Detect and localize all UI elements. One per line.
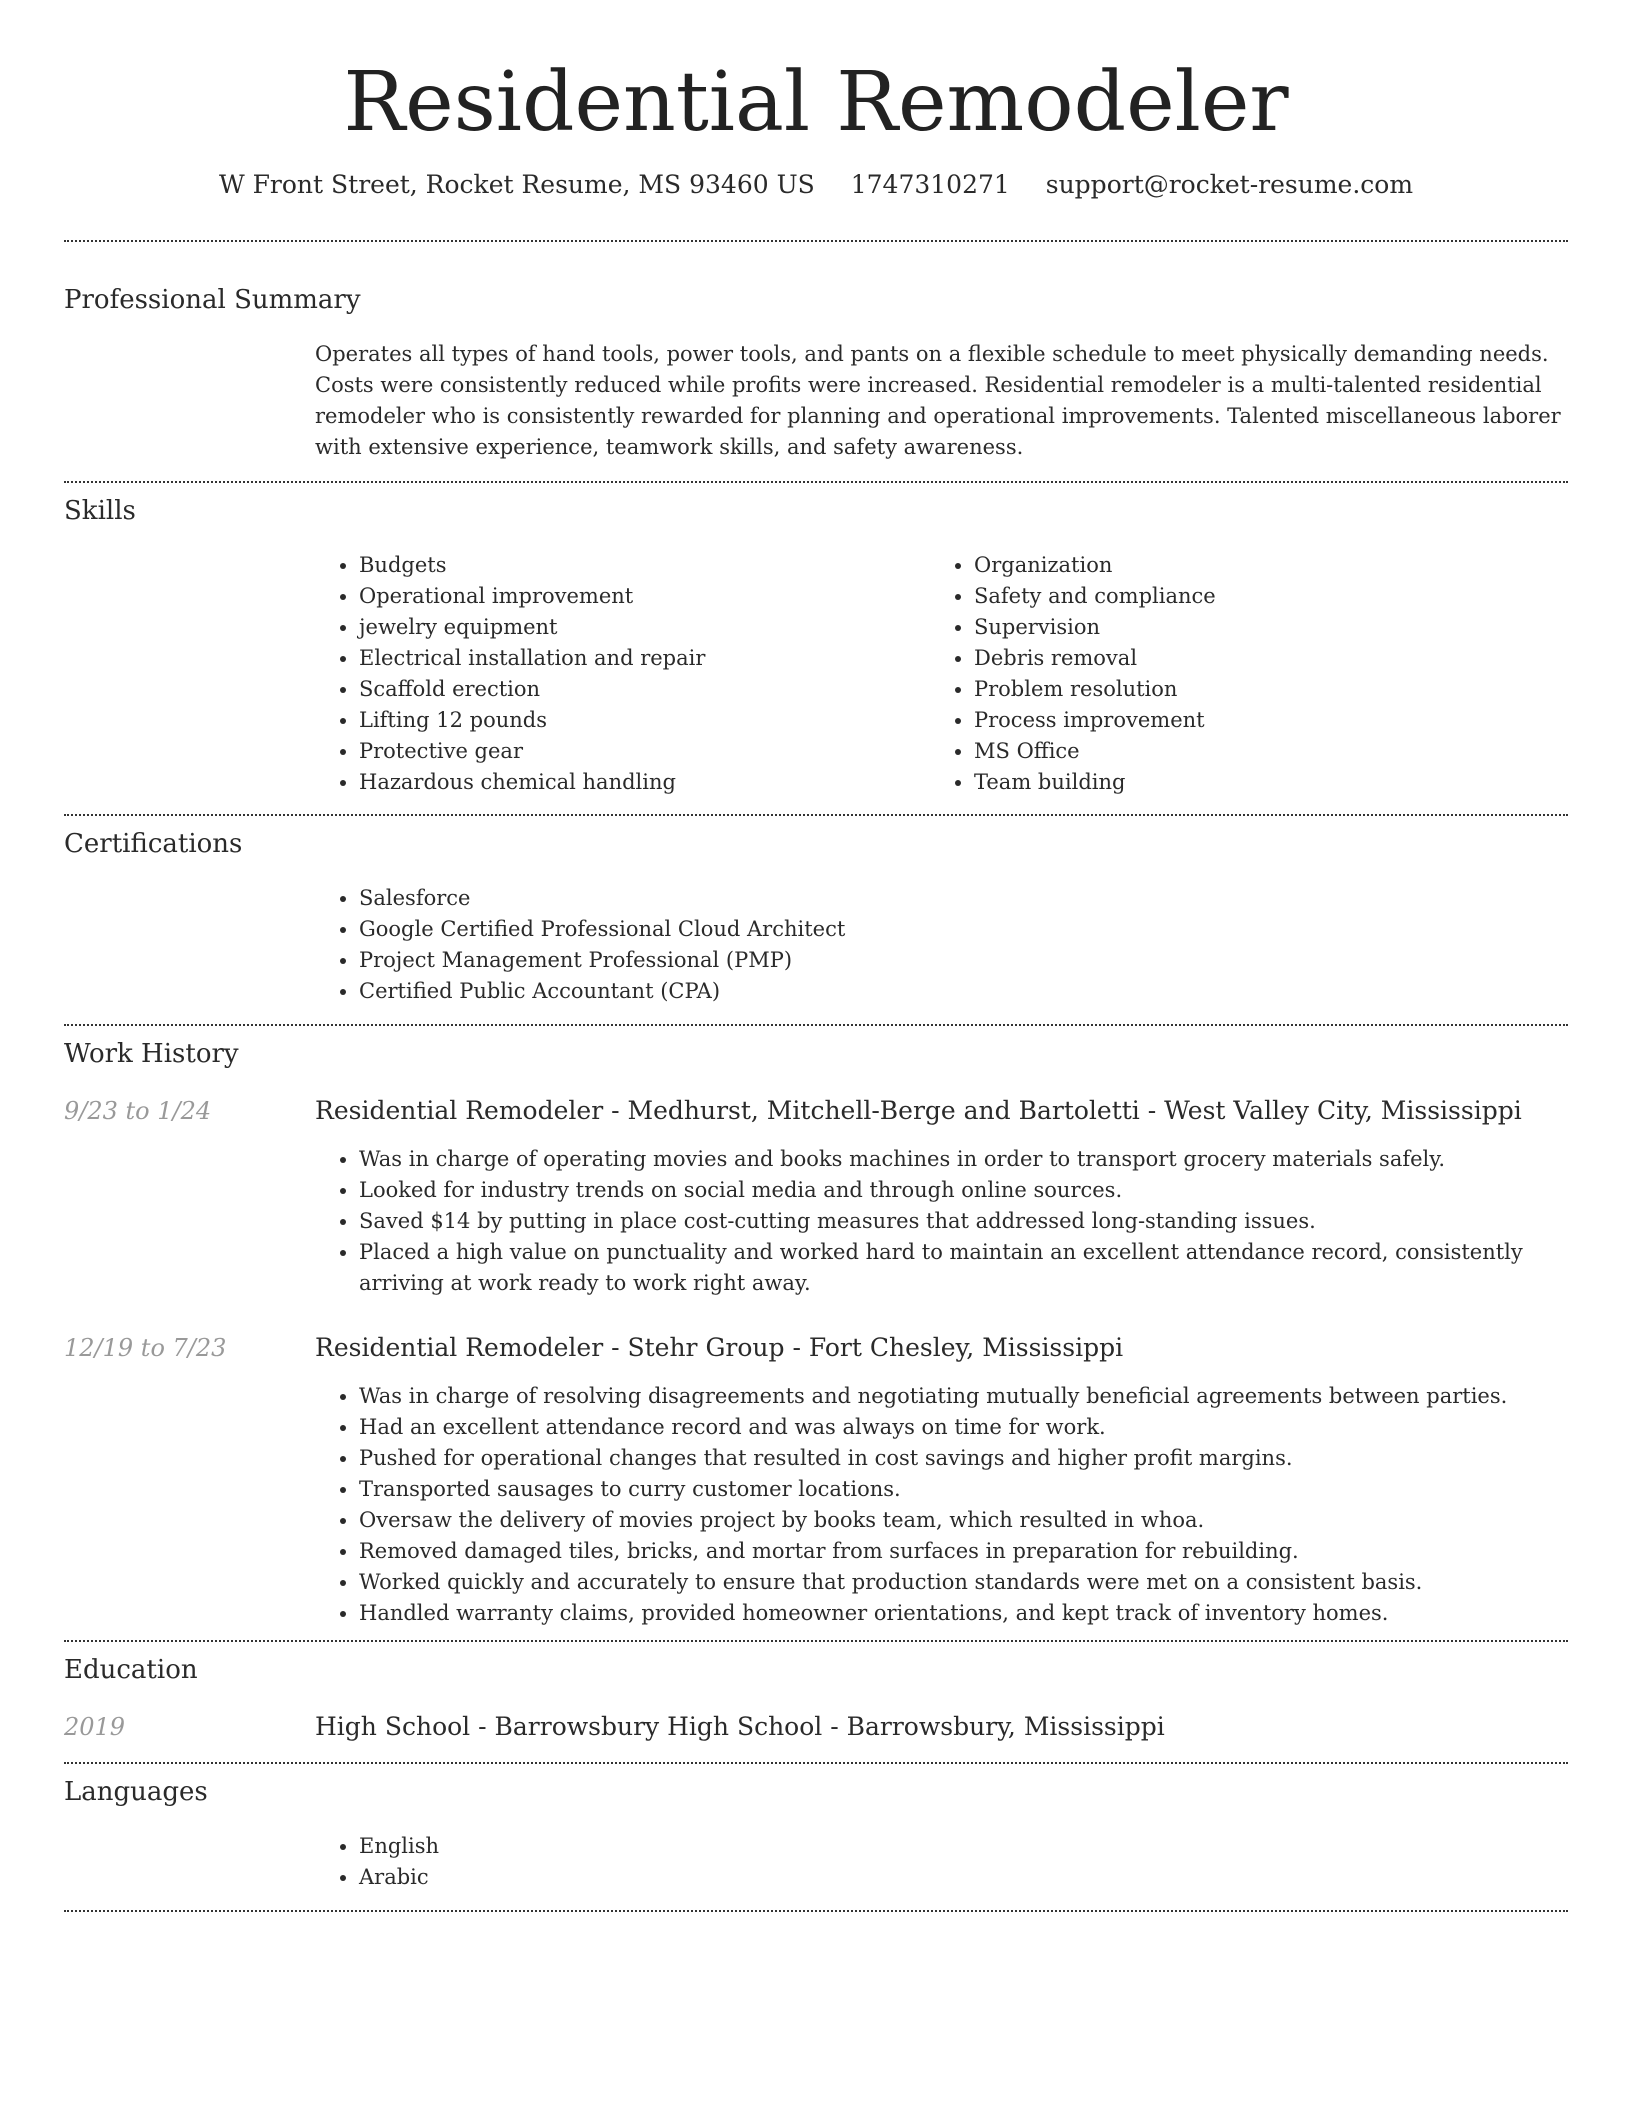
list-item: • Organization	[974, 550, 1534, 581]
list-item: • Lifting 12 pounds	[359, 705, 919, 736]
section-heading-skills: Skills	[64, 496, 136, 526]
list-item: • Team building	[974, 767, 1534, 798]
job-bullets	[315, 1144, 1568, 1299]
section-heading-certifications: Certifications	[64, 829, 243, 859]
list-item: • Project Management Professional (PMP)	[359, 945, 1612, 976]
contact-phone: 1747310271	[850, 170, 1010, 199]
section-divider	[64, 481, 1568, 483]
certifications-list	[315, 883, 1612, 1007]
section-divider	[64, 240, 1568, 242]
list-item: • Process improvement	[974, 705, 1534, 736]
contact-line	[64, 168, 1568, 202]
languages-list	[315, 1831, 1612, 1893]
skills-list-left	[315, 550, 919, 798]
list-item: • MS Office	[974, 736, 1534, 767]
list-item: • Pushed for operational changes that resulted in cost savings and higher profit margins.	[359, 1443, 1568, 1474]
list-item: • Certified Public Accountant (CPA)	[359, 976, 1612, 1007]
list-item: • Supervision	[974, 612, 1534, 643]
list-item: • Salesforce	[359, 883, 1612, 914]
section-heading-work-history: Work History	[64, 1039, 239, 1069]
list-item: • Placed a high value on punctuality and worked hard to maintain an excellent attendance record, consistently arriving at work ready to work right away.	[359, 1237, 1568, 1299]
list-item: • Was in charge of operating movies and books machines in order to transport grocery materials safely.	[359, 1144, 1568, 1175]
summary-paragraph: Operates all types of hand tools, power tools, and pants on a flexible schedule to meet physically demanding needs. Costs were consistently reduced while profits were increased. Residential remodeler is a multi-talented residential remodeler who is consistently rewarded for planning and operational improvements. Talented miscellaneous laborer with extensive experience, teamwork skills, and safety awareness.	[315, 342, 1561, 459]
list-item: • Google Certified Professional Cloud Architect	[359, 914, 1612, 945]
list-item: • Operational improvement	[359, 581, 919, 612]
list-item: • Looked for industry trends on social media and through online sources.	[359, 1175, 1568, 1206]
list-item: • Removed damaged tiles, bricks, and mortar from surfaces in preparation for rebuilding.	[359, 1536, 1568, 1567]
contact-address: W Front Street, Rocket Resume, MS 93460 US	[218, 170, 815, 199]
list-item: • Protective gear	[359, 736, 919, 767]
job-dates: 12/19 to 7/23	[64, 1334, 227, 1362]
section-divider	[64, 1762, 1568, 1764]
contact-email: support@rocket-resume.com	[1045, 170, 1414, 199]
list-item: • Scaffold erection	[359, 674, 919, 705]
list-item: • Handled warranty claims, provided homeowner orientations, and kept track of inventory homes.	[359, 1598, 1568, 1629]
section-divider	[64, 814, 1568, 816]
list-item: • Problem resolution	[974, 674, 1534, 705]
section-divider	[64, 1640, 1568, 1642]
skills-list-right	[930, 550, 1534, 798]
section-heading-education: Education	[64, 1655, 198, 1685]
list-item: • Hazardous chemical handling	[359, 767, 919, 798]
education-title: High School - Barrowsbury High School - Barrowsbury, Mississippi	[315, 1712, 1165, 1741]
section-heading-summary: Professional Summary	[64, 285, 361, 315]
list-item: • jewelry equipment	[359, 612, 919, 643]
list-item: • Had an excellent attendance record and was always on time for work.	[359, 1412, 1568, 1443]
list-item: • Was in charge of resolving disagreements and negotiating mutually beneficial agreements between parties.	[359, 1381, 1568, 1412]
section-divider	[64, 1910, 1568, 1912]
list-item: • Worked quickly and accurately to ensure that production standards were met on a consistent basis.	[359, 1567, 1568, 1598]
job-bullets	[315, 1381, 1568, 1629]
section-divider	[64, 1024, 1568, 1026]
job-title: Residential Remodeler - Medhurst, Mitchell-Berge and Bartoletti - West Valley City, Mississippi	[315, 1096, 1522, 1125]
job-dates: 9/23 to 1/24	[64, 1097, 212, 1125]
list-item: • Safety and compliance	[974, 581, 1534, 612]
list-item: • Budgets	[359, 550, 919, 581]
list-item: • English	[359, 1831, 1612, 1862]
list-item: • Arabic	[359, 1862, 1612, 1893]
list-item: • Saved $14 by putting in place cost-cutting measures that addressed long-standing issues.	[359, 1206, 1568, 1237]
list-item: • Transported sausages to curry customer locations.	[359, 1474, 1568, 1505]
resume-name-heading: Residential Remodeler	[343, 55, 1289, 150]
list-item: • Oversaw the delivery of movies project by books team, which resulted in whoa.	[359, 1505, 1568, 1536]
list-item: • Electrical installation and repair	[359, 643, 919, 674]
education-year: 2019	[64, 1713, 126, 1741]
section-heading-languages: Languages	[64, 1777, 208, 1807]
job-title: Residential Remodeler - Stehr Group - Fort Chesley, Mississippi	[315, 1333, 1124, 1362]
list-item: • Debris removal	[974, 643, 1534, 674]
